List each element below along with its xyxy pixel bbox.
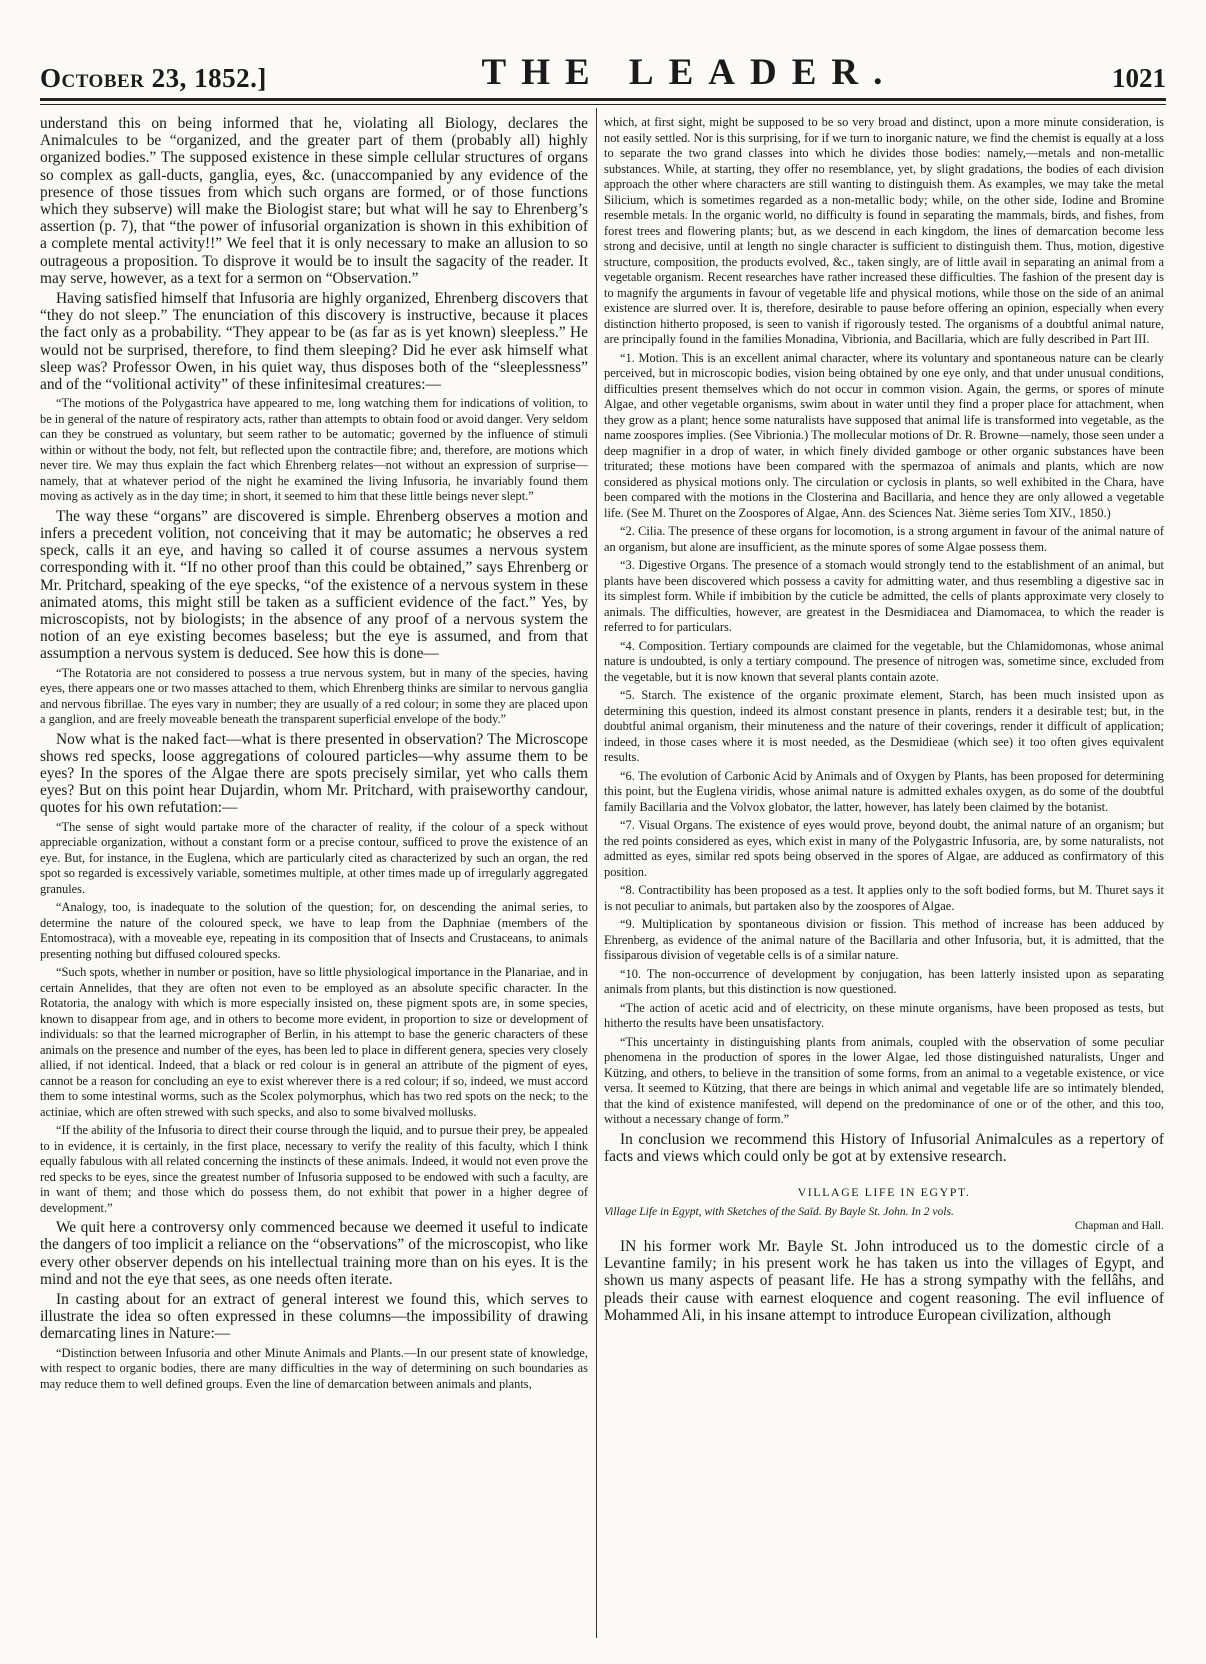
left-column-paragraph: “The motions of the Polygastrica have appeared to me, long watching them for indications of volition, to be in general of the nature of respiratory acts, rather than attempts to obtain food or avoid danger. Very seldom can they be construed as voluntary, but seem rather to be automatic; governed by the influence of stimuli within or without the body, not felt, but reflected upon the contractile fibre; and, therefore, are motions which never tire. We may thus explain the fact which Ehrenberg relates—not without an expression of surprise—namely, that at whatever period of the night he examined the living Infusoria, he invariably found them moving as actively as in the day time; in short, it seemed to him that these little beings never slept.” [40,396,588,504]
left-column-paragraph: The way these “organs” are discovered is simple. Ehrenberg observes a motion and infers a precedent volition, not conceiving that it may be automatic; he observes a red speck, calls it an eye, and having so called it of course assumes a nervous system corresponding with it. “If no other proof than this could be obtained,” says Ehrenberg or Mr. Pritchard, speaking of the eye specks, “of the existence of a nervous system in these animated atoms, this might still be taken as a sufficient evidence of the fact.” Yes, by microscopists, not by biologists; in the absence of any proof of a nervous system the notion of an eye existing becomes baseless; but the eye is assumed, and from that assumption a nervous system is deduced. See how this is done— [40,507,588,663]
issue-date: October 23, 1852.] [40,63,267,93]
right-column-paragraph: “9. Multiplication by spontaneous division or fission. This method of increase has been adduced by Ehrenberg, as evidence of the animal nature of the Bacillaria and other Infusoria, but, it is admitted, that the fissiparous division of vegetable cells is of a similar nature. [604,917,1164,962]
right-column-paragraph: “5. Starch. The existence of the organic proximate element, Starch, has been much insisted upon as determining this question, indeed its almost constant presence in plants, renders it a desirable test; but, in the doubtful animal organism, their minuteness and the nature of their coverings, render it difficult of application; indeed, in those cases where it is most needed, as the Desmidieae (which see) it too often gives equivalent results. [604,688,1164,764]
left-column-paragraph: “The Rotatoria are not considered to possess a true nervous system, but in many of the species, having eyes, there appears one or two masses attached to them, which Ehrenberg thinks are similar to nervous ganglia and nervous fibrillae. The eyes vary in number; they are usually of a red colour; in some they are placed upon a ganglion, and are freely moveable beneath the transparent superficial envelope of the body.” [40,665,588,727]
review-publisher: Chapman and Hall. [1074,1219,1164,1232]
review-section-title: VILLAGE LIFE IN EGYPT. [797,1184,971,1199]
right-column-paragraph: “8. Contractibility has been proposed as a test. It applies only to the soft bodied forms, but M. Thuret says it is not peculiar to animals, but partaken also by the zoospores of Algae. [604,883,1164,913]
left-column-paragraph: Now what is the naked fact—what is there presented in observation? The Microscope shows red specks, loose aggregations of coloured particles—why assume them to be eyes? In the spores of the Algae there are spots precisely similar, yet who calls them eyes? But on this point hear Dujardin, whom Mr. Pritchard, with praiseworthy candour, quotes for his own refutation:— [40,730,588,817]
header-rule-thin [40,104,1166,105]
right-column-paragraph: “This uncertainty in distinguishing plants from animals, coupled with the observation of some peculiar phenomena in the production of spores in the lower Algae, led those distinguished naturalists, Unger and Kützing, and others, to believe in the transition of some forms, from an animal to a vegetable existence, or vice versa. It seemed to Kützing, that there are beings in which animal and vegetable life are so intimately blended, that the kind of existence manifested, will depend on the predominance of one or of the other, and this too, without a necessary change of form.” [604,1034,1164,1126]
header-rule [40,98,1166,101]
left-column-paragraph: “If the ability of the Infusoria to direct their course through the liquid, and to pursue their prey, be appealed to in evidence, it is certainly, in the first place, necessary to verify the reality of this faculty, which I think equally fabulous with all related concerning the instincts of these animals. Indeed, it would not even prove the red specks to be eyes, since the greatest number of Infusoria supposed to be endowed with such a faculty, are in want of them; and those which do possess them, do not exhibit that power in a higher degree of development.” [40,1123,588,1215]
review-lead-paragraph: IN his former work Mr. Bayle St. John introduced us to the domestic circle of a Levantine family; in his present work he has taken us into the villages of Egypt, and shown us many aspects of peasant life. He has a strong sympathy with the fellâhs, and pleads their cause with earnest eloquence and cogent reasoning. The evil influence of Mohammed Ali, in his insane attempt to introduce European civilization, although [604,1237,1164,1324]
left-column-paragraph: “Such spots, whether in number or position, have so little physiological importance in the Planariae, and in certain Annelides, that they are often not even to be employed as an absolute specific character. In the Rotatoria, the analogy with which is more especially insisted on, these pigment spots are, in some species, known to disappear from age, and in others to become more evident, in proportion to size or development of individuals: so that the learned micrographer of Berlin, in his attempt to base the generic characters of these animals on the presence and number of the eyes, has been led to place in different genera, species very closely allied, if not identical. Indeed, that a black or red colour is in general an attribute of the pigment of eyes, cannot be a reason for concluding an eye to exist wherever there is a red colour; if so, indeed, we must accord them to some intestinal worms, such as the Scolex polymorphus, which has two red spots on the neck; to the actiniae, which are often strewed with such specks, and also to some bivalved mollusks. [40,965,588,1119]
left-column-paragraph: Having satisfied himself that Infusoria are highly organized, Ehrenberg discovers that “they do not sleep.” The enunciation of this discovery is instructive, because it places the fact only as a probability. “They appear to be (as far as is yet known) sleepless.” He would not be surprised, therefore, to find them sleeping? Did he ever ask himself what sleep was? Professor Owen, in his quiet way, thus disposes both of the “sleeplessness” and of the “volitional activity” of these infinitesimal creatures:— [40,290,588,394]
right-column-paragraph: “10. The non-occurrence of development by conjugation, has been latterly insisted upon as separating animals from plants, but this distinction is now questioned. [604,966,1164,996]
page-number: 1021 [1111,63,1166,93]
newspaper-title: THE LEADER. [481,52,898,93]
left-column-paragraph: In casting about for an extract of general interest we found this, which serves to illustrate the idea so often expressed in these columns—the impossibility of drawing demarcating lines in Nature:— [40,1290,588,1343]
left-column [40,112,588,1652]
left-column-paragraph: We quit here a controversy only commenced because we deemed it useful to indicate the dangers of too implicit a reliance on the “observations” of the microscopist, who like every other observer depends on his intellectual training more than on his eyes. It is the mind and not the eye that sees, as one needs often iterate. [40,1219,588,1288]
right-column-paragraph: “3. Digestive Organs. The presence of a stomach would strongly tend to the establishment of an animal, but plants have been discovered which possess a cavity for admitting water, and thus resembling a digestive sac in its simplest form. While if imbibition by the cuticle be admitted, the cells of plants approximate very closely to animals. The difficulties, however, are greatest in the Desmidiacea and Diamomacea, to which the reader is referred to for particulars. [604,558,1164,634]
right-column-paragraph: “The action of acetic acid and of electricity, on these minute organisms, have been proposed as tests, but hitherto the results have been unsatisfactory. [604,1000,1164,1030]
right-column-paragraph: which, at first sight, might be supposed to be so very broad and distinct, upon a more minute consideration, is not easily settled. Nor is this surprising, for if we turn to inorganic nature, we find the chemist is equally at a loss to separate the two grand classes into which he divides those bodies: namely,—metals and non-metallic substances. While, at starting, they offer no resemblance, yet, by slight gradations, the bodies of each division approach the other where characters are still wanting to distinguish them. As examples, we may take the metal Silicium, which is sometimes regarded as a non-metallic body; while, on the other side, Iodine and Bromine resemble metals. In the organic world, no difficulty is found in separating the mammals, birds, and fishes, from forest trees and flowering plants; but, as we descend in each kingdom, the lines of demarcation become less strong and decisive, until at length no single character is sufficient to distinguish them. Thus, motion, digestive structure, composition, the products evolved, &c., taken singly, are of little avail in separating an animal from a vegetable organism. Recent researches have rather increased these difficulties. The fashion of the present day is to magnify the arguments in favour of vegetable life and physical motions, while those on the side of an animal existence are slurred over. It is, therefore, desirable to pause before offering an opinion, especially when every distinction hitherto proposed, is seen to vanish if rigorously tested. The organisms of a doubtful animal nature, are principally found in the families Monadina, Vibrionia, and Bacillaria, which are fully described in Part III. [604,115,1164,346]
right-column-paragraph: “1. Motion. This is an excellent animal character, where its voluntary and spontaneous nature can be clearly perceived, but in microscopic bodies, vision being obtained by one eye only, and that under unusual conditions, difficulties present themselves which do not occur in common vision. Again, the germs, or spores of minute Algae, and other vegetable organisms, swim about in water until they find a proper place for attachment, when they grow as a plant; hence some naturalists have supposed that animal life is transformed into vegetable, as the name zoospores implies. (See Vibrionia.) The mollecular motions of Dr. R. Browne—namely, those seen under a deep magnifier in a drop of water, in which finely divided gamboge or other organic substances have been triturated; these motions have been compared with the spermazoa of animals and plants, which are now considered as physical motions only. The circulation or cyclosis in plants, so well exhibited in the Chara, have been compared with the motions in the Closterina and Bacillaria, and hence they are only allowed a vegetable life. (See M. Thuret on the Zoospores of Algae, Ann. des Sciences Nat. 3ième series Tom XIV., 1850.) [604,350,1164,520]
right-column-paragraph: “2. Cilia. The presence of these organs for locomotion, is a strong argument in favour of the animal nature of an organism, but alone are insufficient, as the minute spores of some Algae possess them. [604,524,1164,554]
right-column-paragraph: “4. Composition. Tertiary compounds are claimed for the vegetable, but the Chlamidomonas, whose animal nature is undoubted, is only a tertiary compound. The presence of nitrogen was, sometime since, excluded from the vegetable, but it is now known that several plants contain azote. [604,638,1164,684]
left-column-paragraph: understand this on being informed that he, violating all Biology, declares the Animalcules to be “organized, and the greater part of them (probably all) highly organized bodies.” The supposed existence in these simple cellular structures of organs so complex as gall-ducts, ganglia, eyes, &c. (unaccompanied by any evidence of the presence of those tissues from which such organs are formed, or of those functions which they subserve) will make the Biologist stare; but what will he say to Ehrenberg’s assertion (p. 7), that “the power of infusorial organization is shown in this exhibition of a complete mental activity!!” We feel that it is only necessary to make an allusion to so outrageous a proposition. To disprove it would be to insult the sagacity of the reader. It may serve, however, as a text for a sermon on “Observation.” [40,115,588,287]
right-column-paragraph: “6. The evolution of Carbonic Acid by Animals and of Oxygen by Plants, has been proposed for determining this point, but the Euglena viridis, whose animal nature is admitted exhales oxygen, as do some of the doubtful family Bacillaria and the Volvox globator, the latter, however, has lately been claimed by the botanist. [604,768,1164,814]
right-column-paragraph: “7. Visual Organs. The existence of eyes would prove, beyond doubt, the animal nature of an organism; but the red points considered as eyes, which exist in many of the Polygastric Infusoria, are, by some naturalists, not admitted as eyes, similar red spots being observed in the spores of Algae, are adduced as confirmatory of this position. [604,818,1164,879]
left-column-paragraph: “Distinction between Infusoria and other Minute Animals and Plants.—In our present state of knowledge, with respect to organic bodies, there are many difficulties in the way of determining on such boundaries as may reduce them to well defined groups. Even the line of demarcation between animals and plants, [40,1345,588,1391]
masthead [40,36,1166,94]
column-separator [596,108,597,1638]
right-column-paragraphs [604,115,1164,1165]
left-column-paragraph: “Analogy, too, is inadequate to the solution of the question; for, on descending the animal series, to determine the nature of the coloured speck, we have to leap from the Daphniae (members of the Entomostraca), with a moveable eye, repeating in its composition that of Insects and Crustaceans, to animals presenting nothing but diffused coloured specks. [40,900,588,961]
left-column-paragraph: “The sense of sight would partake more of the character of reality, if the colour of a speck without appreciable organization, without a constant form or a precise contour, sufficed to prove the existence of an eye. But, for instance, in the Euglena, which are particularly cited as characterized by such an organ, the red spot so regarded is excessively variable, sometimes multiple, at other times made up of irregularly aggregated granules. [40,819,588,896]
right-column-paragraph: In conclusion we recommend this History of Infusorial Animalcules as a repertory of facts and views which could only be got at by extensive research. [604,1130,1164,1165]
review-book-info: Village Life in Egypt, with Sketches of the Saïd. By Bayle St. John. In 2 vols. [604,1205,954,1218]
right-column [604,112,1164,1652]
